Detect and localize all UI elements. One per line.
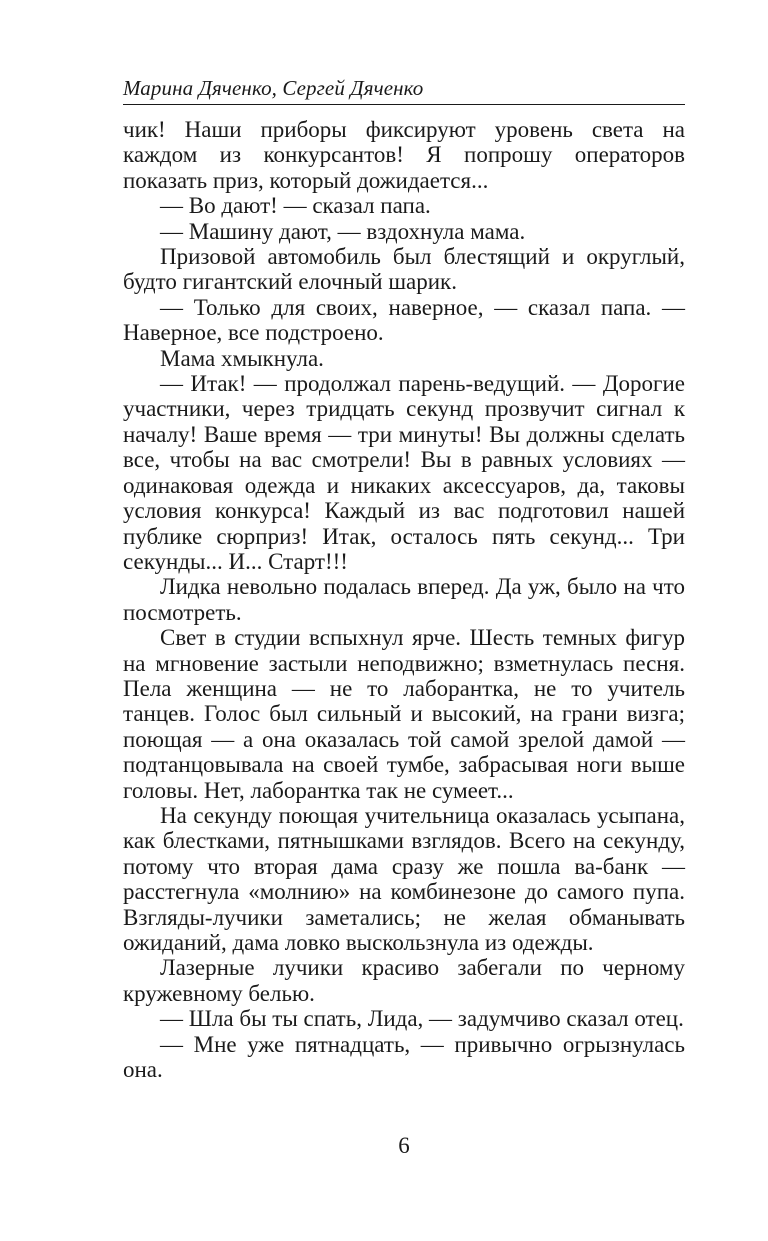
paragraph: — Мне уже пятнадцать, — привычно огрызнулась она. <box>123 1031 685 1083</box>
paragraph: — Только для своих, наверное, — сказал папа. — Наверное, все подстроено. <box>123 294 685 346</box>
header-rule <box>123 104 685 105</box>
paragraph: Призовой автомобиль был блестящий и округлый, будто гигантский елочный шарик. <box>123 244 685 295</box>
paragraph: Мама хмыкнула. <box>160 345 324 371</box>
paragraph: — Шла бы ты спать, Лида, — задумчиво сказал отец. <box>160 1006 684 1032</box>
paragraph: Лазерные лучики красиво забегали по черному кружевному белью. <box>123 955 685 1006</box>
running-head: Марина Дяченко, Сергей Дяченко <box>123 76 424 100</box>
paragraph: — Машину дают, — вздохнула мама. <box>160 218 526 244</box>
paragraph: Свет в студии вспыхнул ярче. Шесть темных фигур на мгновение застыли неподвижно; взметнулась песня. Пела женщина — не то лаборантка, не то учитель танцев. Голос был сильный и высокий, на грани визга; поющая — а она оказалась той самой зрелой дамой — подтанцовывала на своей тумбе, забрасывая ноги выше головы. Нет, лаборантка так не сумеет... <box>123 625 685 803</box>
paragraph: — Итак! — продолжал парень-ведущий. — Дорогие участники, через тридцать секунд прозвучит сигнал к началу! Ваше время — три минуты! Вы должны сделать все, чтобы на вас смотрели! Вы в равных условиях — одинаковая одежда и никаких аксессуаров, да, таковы условия конкурса! Каждый из вас подготовил нашей публике сюрприз! Итак, осталось пять секунд... Три секунды... И... Старт!!! <box>123 371 685 574</box>
paragraph: Лидка невольно подалась вперед. Да уж, было на что посмотреть. <box>123 574 685 625</box>
page-number: 6 <box>398 1133 410 1158</box>
paragraph: — Во дают! — сказал папа. <box>160 193 431 219</box>
paragraph: На секунду поющая учительница оказалась усыпана, как блестками, пятнышками взглядов. Всего на секунду, потому что вторая дама сразу же пошла ва-банк — расстегнула «молнию» на комбинезоне до самого пупа. Взгляды-лучики заметались; не желая обманывать ожиданий, дама ловко выскользнула из одежды. <box>123 802 685 955</box>
body-text <box>123 117 685 1082</box>
paragraph: чик! Наши приборы фиксируют уровень света на каждом из конкурсантов! Я попрошу операторов показать приз, который дожидается... <box>123 117 685 193</box>
